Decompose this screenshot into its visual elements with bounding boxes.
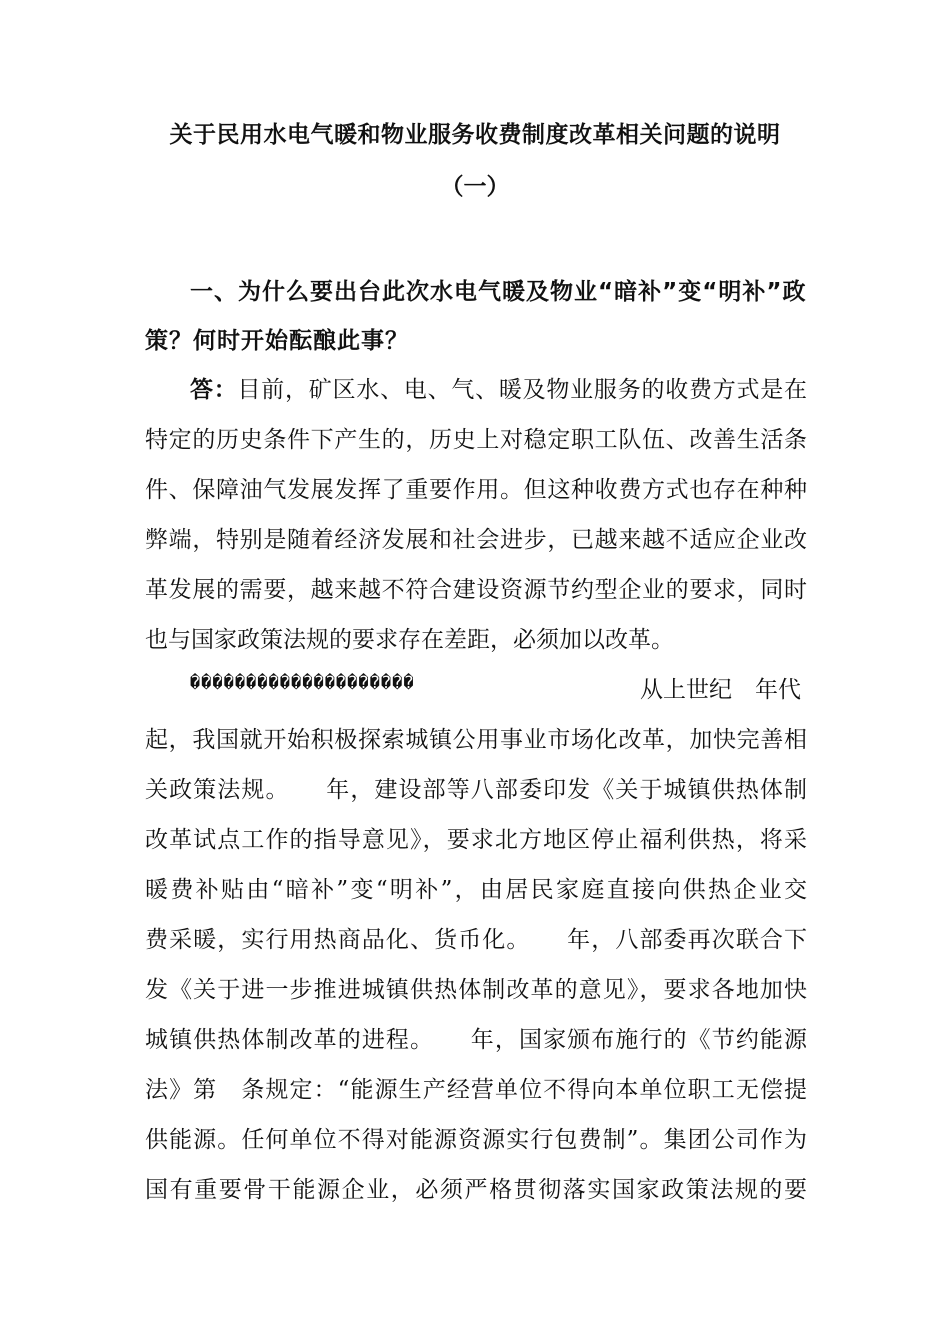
- document-subtitle: （一）: [440, 174, 510, 200]
- paragraph-2-line-1-tail: 从上世纪 年代: [640, 677, 801, 703]
- answer-line: [190, 371, 807, 404]
- paragraph-2-garbled-text: ��������������������: [190, 673, 415, 693]
- paragraph-2-line-7: 发《关于进一步推进城镇供热体制改革的意见》，要求各地加快: [145, 977, 807, 1003]
- paragraph-1-line-3: 件、保障油气发展发挥了重要作用。但这种收费方式也存在种种: [145, 477, 807, 503]
- document-title: 关于民用水电气暖和物业服务收费制度改革相关问题的说明: [169, 122, 781, 148]
- paragraph-2-line-2: 起，我国就开始积极探索城镇公用事业市场化改革，加快完善相: [145, 727, 807, 753]
- paragraph-1-line-4: 弊端，特别是随着经济发展和社会进步，已越来越不适应企业改: [145, 527, 807, 553]
- question-line-2: 策？何时开始酝酿此事？: [145, 328, 409, 354]
- answer-label: 答：: [190, 377, 238, 403]
- paragraph-1-line-1: 目前，矿区水、电、气、暖及物业服务的收费方式是在: [237, 377, 808, 403]
- paragraph-1-line-6: 也与国家政策法规的要求存在差距，必须加以改革。: [145, 627, 674, 653]
- paragraph-2-line-3: 关政策法规。 年，建设部等八部委印发《关于城镇供热体制: [145, 777, 807, 803]
- paragraph-2-line-5: 暖费补贴由“暗补”变“明补”，由居民家庭直接向供热企业交: [145, 877, 807, 903]
- paragraph-1-line-2: 特定的历史条件下产生的，历史上对稳定职工队伍、改善生活条: [145, 427, 807, 453]
- paragraph-2-line-9: 法》第 条规定：“能源生产经营单位不得向本单位职工无偿提: [145, 1077, 807, 1103]
- paragraph-2-line-11: 国有重要骨干能源企业，必须严格贯彻落实国家政策法规的要: [145, 1177, 807, 1203]
- paragraph-2-line-4: 改革试点工作的指导意见》，要求北方地区停止福利供热，将采: [145, 827, 807, 853]
- paragraph-1-line-5: 革发展的需要，越来越不符合建设资源节约型企业的要求，同时: [145, 577, 807, 603]
- paragraph-2-line-10: 供能源。任何单位不得对能源资源实行包费制”。集团公司作为: [145, 1127, 807, 1153]
- paragraph-2-line-8: 城镇供热体制改革的进程。 年，国家颁布施行的《节约能源: [145, 1027, 807, 1053]
- question-line-1: 一、为什么要出台此次水电气暖及物业“暗补”变“明补”政: [190, 279, 807, 305]
- paragraph-2-line-6: 费采暖，实行用热商品化、货币化。 年，八部委再次联合下: [145, 927, 807, 953]
